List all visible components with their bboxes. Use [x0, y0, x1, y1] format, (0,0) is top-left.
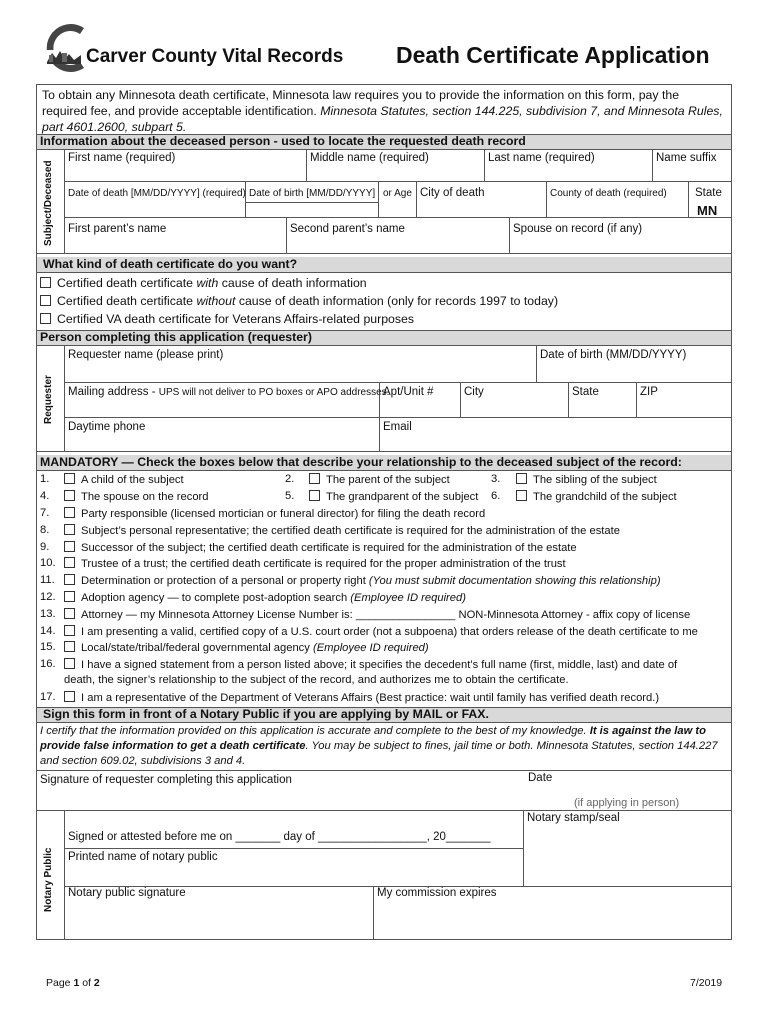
requester-name-field[interactable]: Requester name (please print) — [68, 349, 224, 361]
relationship-14[interactable]: I am presenting a valid, certified copy of a U.S. court order (not a subpoena) that orders release of the death certificate to me — [64, 625, 698, 638]
email-field[interactable]: Email — [383, 421, 412, 433]
option-without-cause[interactable]: Certified death certificate without cause of death information (only for records 1997 to today) — [40, 294, 558, 308]
relationship-13[interactable]: Attorney — my Minnesota Attorney License Number is: ________________ NON-Minnesota Attorney - affix copy of license — [64, 608, 690, 621]
deceased-section-heading: Information about the deceased person - used to locate the requested death record — [37, 134, 731, 149]
relationship-12[interactable]: Adoption agency — to complete post-adoption search (Employee ID required) — [64, 591, 466, 604]
carver-county-logo — [40, 22, 88, 74]
relationship-3[interactable]: The sibling of the subject — [516, 473, 657, 486]
name-suffix-field[interactable]: Name suffix — [656, 152, 717, 164]
commission-expires-field[interactable]: My commission expires — [377, 887, 497, 899]
relationship-11[interactable]: Determination or protection of a personal or property right (You must submit documentation showing this relationship) — [64, 574, 661, 587]
second-parent-field[interactable]: Second parent’s name — [290, 223, 405, 235]
document-title: Death Certificate Application — [396, 42, 710, 68]
relationship-15[interactable]: Local/state/tribal/federal governmental agency (Employee ID required) — [64, 641, 429, 654]
relationship-8[interactable]: Subject’s personal representative; the certified death certificate is required for the administration of the estate — [64, 524, 620, 537]
notary-signature-field[interactable]: Notary public signature — [68, 887, 186, 899]
state-label: State — [695, 187, 722, 199]
notary-printed-name-field[interactable]: Printed name of notary public — [68, 851, 218, 863]
sign-heading: Sign this form in front of a Notary Public if you are applying by MAIL or FAX. — [37, 707, 731, 722]
first-parent-field[interactable]: First parent’s name — [68, 223, 167, 235]
revision-date: 7/2019 — [690, 977, 723, 989]
option-with-cause[interactable]: Certified death certificate with cause of death information — [40, 276, 367, 290]
city-of-death-field[interactable]: City of death — [420, 187, 485, 199]
requester-side-label: Requester — [43, 375, 54, 424]
requester-section-heading: Person completing this application (requester) — [37, 330, 731, 345]
kind-section-heading: What kind of death certificate do you want? — [37, 257, 731, 272]
apt-field[interactable]: Apt/Unit # — [383, 386, 434, 398]
daytime-phone-field[interactable]: Daytime phone — [68, 421, 146, 433]
relationship-17[interactable]: I am a representative of the Department of Veterans Affairs (Best practice: wait until family has verified death record.) — [64, 691, 659, 704]
relationship-6[interactable]: The grandchild of the subject — [516, 490, 677, 503]
mailing-address-field[interactable]: Mailing address - UPS will not deliver to PO boxes or APO addresses. — [68, 386, 390, 398]
org-name: Carver County Vital Records — [86, 46, 344, 67]
requester-dob-field[interactable]: Date of birth (MM/DD/YYYY) — [540, 349, 687, 361]
checkbox[interactable] — [40, 295, 51, 306]
county-of-death-field[interactable]: County of death (required) — [550, 188, 667, 199]
relationship-7[interactable]: Party responsible (licensed mortician or funeral director) for filing the death record — [64, 507, 485, 520]
requester-city-field[interactable]: City — [464, 386, 484, 398]
relationship-4[interactable]: The spouse on the record — [64, 490, 209, 503]
last-name-field[interactable]: Last name (required) — [488, 152, 595, 164]
first-name-field[interactable]: First name (required) — [68, 152, 176, 164]
checkbox[interactable] — [40, 313, 51, 324]
relationship-2[interactable]: The parent of the subject — [309, 473, 450, 486]
middle-name-field[interactable]: Middle name (required) — [310, 152, 429, 164]
date-of-birth-field[interactable]: Date of birth [MM/DD/YYYY] — [249, 188, 376, 199]
notary-stamp-area: Notary stamp/seal — [527, 812, 620, 824]
relationship-10[interactable]: Trustee of a trust; the certified death certificate is required for the proper administration of the trust — [64, 557, 566, 570]
relationship-16-continued: death, the signer’s relationship to the subject of the record, and authorizes me to obtain the certificate. — [64, 674, 569, 686]
zip-field[interactable]: ZIP — [640, 386, 658, 398]
relationship-16[interactable]: I have a signed statement from a person listed above; it specifies the decedent’s full name (first, middle, last) and date of — [64, 658, 677, 671]
relationship-9[interactable]: Successor of the subject; the certified death certificate is required for the administration of the estate — [64, 541, 577, 554]
attestation-line[interactable]: Signed or attested before me on _______ day of _________________, 20_______ — [68, 831, 491, 843]
requester-state-field[interactable]: State — [572, 386, 599, 398]
subject-deceased-side-label: Subject/Deceased — [43, 160, 54, 246]
certification-statement: I certify that the information provided on this application is accurate and complete to the best of my knowledge. It is against the law to provide false information to get a death certificate. You may be subject to fines, jail time or both. Minnesota Statutes, section 144.227 and section 609.02, subdivisions 3 and 4. — [40, 725, 718, 767]
relationship-5[interactable]: The grandparent of the subject — [309, 490, 478, 503]
state-value: MN — [697, 203, 718, 218]
spouse-field[interactable]: Spouse on record (if any) — [513, 223, 643, 235]
if-applying-in-person: (if applying in person) — [574, 797, 680, 809]
age-field[interactable]: or Age — [383, 188, 412, 199]
mandatory-heading: MANDATORY — Check the boxes below that describe your relationship to the deceased subject of the record: — [37, 455, 731, 470]
checkbox[interactable] — [40, 277, 51, 288]
relationship-1[interactable]: A child of the subject — [64, 473, 184, 486]
notary-public-side-label: Notary Public — [43, 847, 54, 912]
requester-signature-field[interactable]: Signature of requester completing this application — [40, 774, 292, 786]
date-of-death-field[interactable]: Date of death [MM/DD/YYYY] (required) — [68, 188, 246, 199]
intro-text: To obtain any Minnesota death certificate, Minnesota law requires you to provide the information on this form, pay the required fee, and provide acceptable identification. Minnesota Statutes, section 144.225, subdivision 7, and Minnesota Rules, part 4601.2600, subpart 5. — [42, 88, 723, 134]
signature-date-field[interactable]: Date — [528, 772, 553, 784]
page-number: Page 1 of 2 — [46, 977, 100, 989]
option-va-certificate[interactable]: Certified VA death certificate for Veterans Affairs-related purposes — [40, 312, 414, 326]
